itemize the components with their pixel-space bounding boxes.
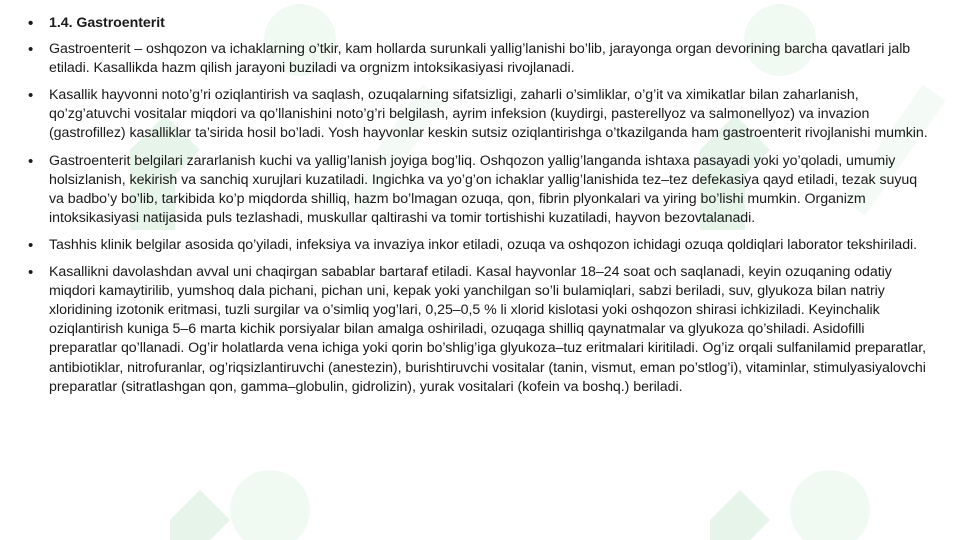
- bullet-paragraph-symptoms: • Gastroenterit belgilari zararlanish kuchi va yallig’lanish joyiga bog’liq. Oshqozon yallig’langanda ishtaxa pasayadi yoki yo’qoladi, umumiy holsizlanish, kekirish va sanchiq xurujlari kuzatiladi. Ingichka va yo’g’on ichaklar yallig’lanishida tez–tez defekasiya qayd etiladi, tezak suyuq va badbo’y bo’lib, tarkibida ko’p miqdorda shilliq, hazm bo’lmagan ozuqa, qon, fibrin plyonkalari va yiring bo’lishi mumkin. Organizm intoksikasiyasi natijasida puls tezlashadi, muskullar qaltirashi va tomir tortishishi kuzatiladi, hayvon bezovtalanadi.: [28, 152, 933, 228]
- bullet-paragraph-definition: • Gastroenterit – oshqozon va ichaklarning o’tkir, kam hollarda surunkali yallig’lanishi bo’lib, jarayonga organ devorining barcha qavatlari jalb etiladi. Kasallikda hazm qilish jarayoni buziladi va orgnizm intoksikasiyasi rivojlanadi.: [28, 40, 933, 78]
- slide-content: [28, 14, 933, 405]
- bullet-paragraph-treatment: • Kasallikni davolashdan avval uni chaqirgan sabablar bartaraf etiladi. Kasal hayvonlar 18–24 soat och saqlanadi, keyin ozuqaning odatiy miqdori kamaytirilib, yumshoq dala pichani, pichan uni, kepak yoki yanchilgan so’li bulamiqlari, sabzi beriladi, suv, glyukoza bilan natriy xloridining izotonik eritmasi, tuzli surgilar va o’simliq yog’lari, 0,25–0,5 % li xlorid kislotasi yoki oshqozon shirasi ichkiziladi. Keyinchalik oziqlantirish kuniga 5–6 marta kichik porsiyalar bilan amalga oshiriladi, ozuqaga shilliq qaynatmalar va glyukoza qo’shiladi. Asidofilli preparatlar qo’llanadi. Og’ir holatlarda vena ichiga yoki qorin bo’shlig’iga glyukoza–tuz eritmalari kiritiladi. Og’iz orqali sulfanilamid preparatlar, antibiotiklar, nitrofuranlar, og’riqsizlantiruvchi (anestezin), burishtiruvchi vositalar (tanin, vismut, eman po’stlog’i), vitaminlar, stimulyasiyalovchi preparatlar (sitratlashgan qon, gamma–globulin, gidrolizin), yurak vositalari (kofein va boshq.) beriladi.: [28, 263, 933, 397]
- section-heading: • 1.4. Gastroenterit: [28, 14, 933, 33]
- bullet-paragraph-diagnosis: • Tashhis klinik belgilar asosida qo’yiladi, infeksiya va invaziya inkor etiladi, ozuqa va oshqozon ichidagi ozuqa qoldiqlari laborator tekshiriladi.: [28, 236, 933, 255]
- bullet-list: [28, 14, 933, 397]
- bullet-paragraph-causes: • Kasallik hayvonni noto’g’ri oziqlantirish va saqlash, ozuqalarning sifatsizligi, zaharli o’simliklar, o’g’it va ximikatlar bilan zaharlanish, qo’zg’atuvchi vositalar miqdori va qo’llanishini noto’g’ri belgilash, ayrim infeksion (kuydirgi, pasterellyoz va salmonellyoz) va invazion (gastrofillez) kasalliklar ta’sirida hosil bo’ladi. Yosh hayvonlar keskin sutsiz oziqlantirishga o’tkazilganda ham gastroenterit rivojlanishi mumkin.: [28, 86, 933, 143]
